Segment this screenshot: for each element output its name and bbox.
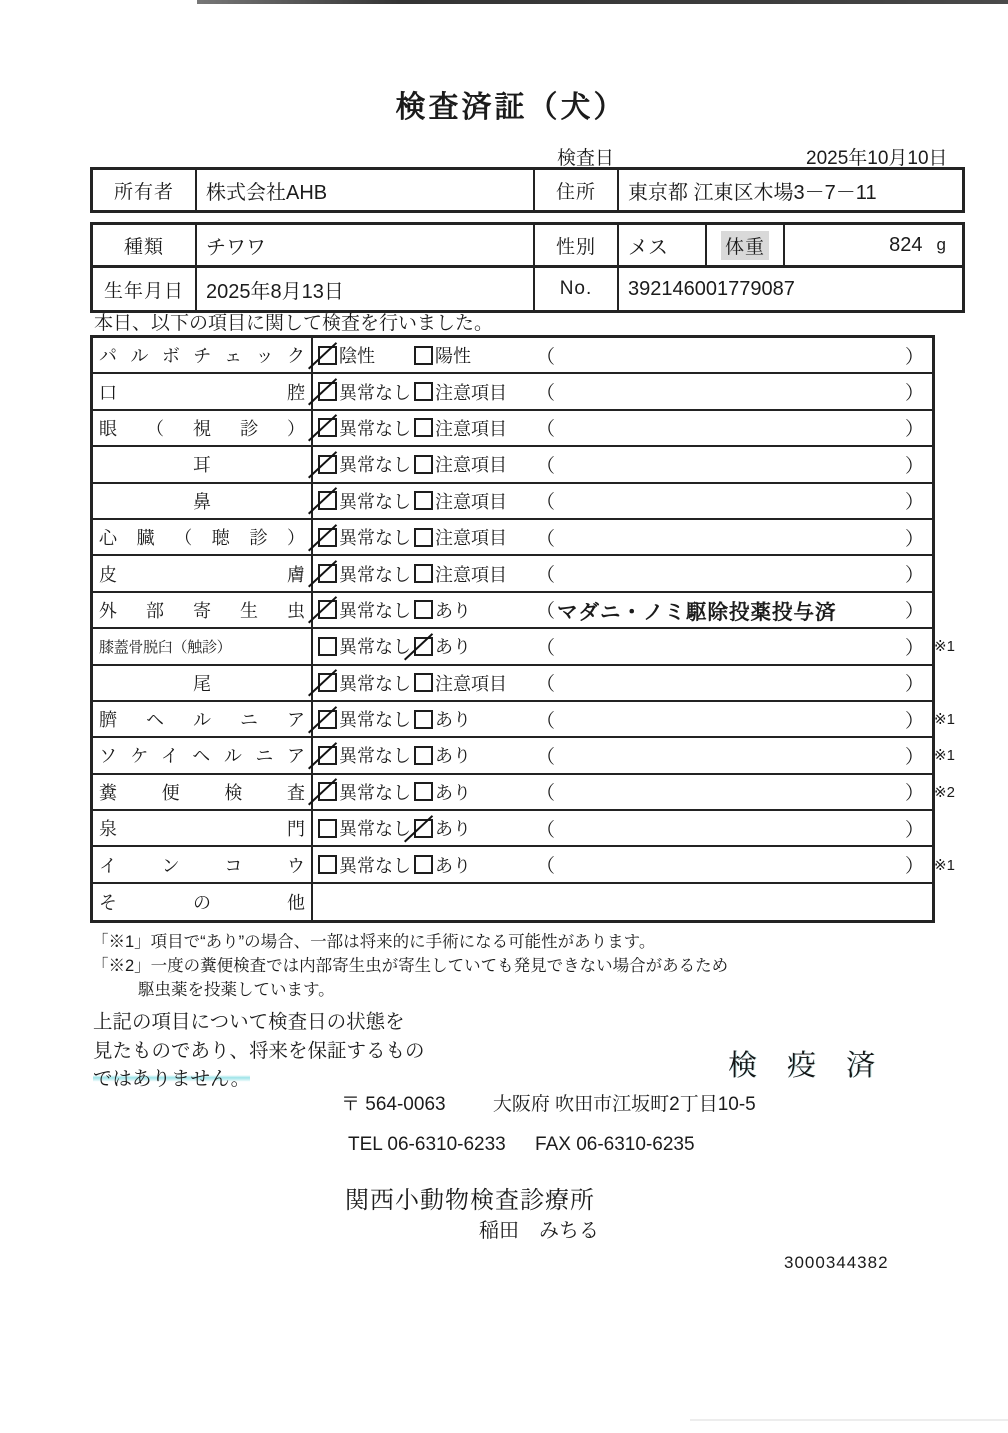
checklist-row: [93, 411, 932, 447]
paren-open: （: [536, 346, 556, 368]
checklist-row: [93, 447, 932, 483]
paren-open: （: [536, 492, 556, 514]
footnotes: [92, 930, 728, 1002]
item-name-cell: [93, 374, 313, 408]
option-1-label: 異常なし: [339, 528, 411, 549]
paren-close: ）: [904, 528, 924, 550]
option-2-label: 注意項目: [435, 418, 507, 439]
item-name-cell: [93, 520, 313, 554]
item-name: 泉門: [99, 819, 305, 840]
option-1-checkbox: [318, 746, 337, 765]
item-name: 臍ヘルニア: [99, 710, 305, 731]
footnote-ref: ※1: [934, 856, 955, 874]
item-name-cell: [93, 593, 313, 627]
sex-value: メス: [619, 225, 707, 265]
paren-close: ）: [904, 710, 924, 732]
paren-open: （: [536, 856, 556, 878]
disclaimer-paragraph: [93, 1008, 425, 1094]
paren-close: ）: [904, 565, 924, 587]
option-1-label: 異常なし: [339, 746, 411, 767]
paren-close: ）: [904, 346, 924, 368]
pet-table: [90, 222, 965, 313]
item-name: 眼（視診）: [99, 418, 305, 439]
option-2-label: 注意項目: [435, 673, 507, 694]
option-1-label: 異常なし: [339, 710, 411, 731]
checklist-row: [93, 484, 932, 520]
checklist-row: [93, 629, 955, 665]
option-1-label: 異常なし: [339, 491, 411, 512]
clinic-address: 大阪府 吹田市江坂町2丁目10-5: [492, 1094, 756, 1115]
option-1-checkbox: [318, 346, 337, 365]
option-1-checkbox: [318, 382, 337, 401]
option-2-checkbox: [414, 491, 433, 510]
clinic-name: 関西小動物検査診療所: [345, 1187, 595, 1214]
owner-label: 所有者: [93, 170, 197, 210]
option-1-checkbox: [318, 855, 337, 874]
footnote-ref: ※1: [934, 711, 955, 729]
item-name-cell: [93, 629, 313, 663]
option-1-checkbox: [318, 418, 337, 437]
option-2-label: あり: [435, 710, 471, 731]
paren-open: （: [536, 674, 556, 696]
option-1-checkbox: [318, 600, 337, 619]
option-2-checkbox: [414, 782, 433, 801]
item-remark: マダニ・ノミ駆除投薬投与済: [557, 600, 837, 624]
footnote-ref: ※1: [934, 638, 955, 656]
paren-open: （: [536, 601, 556, 623]
paren-open: （: [536, 637, 556, 659]
serial-number: 3000344382: [784, 1253, 889, 1272]
option-2-label: 注意項目: [435, 528, 507, 549]
clinic-fax: FAX 06-6310-6235: [535, 1134, 695, 1155]
birthdate-label: 生年月日: [93, 268, 197, 310]
item-name-cell: [93, 847, 313, 881]
weight-value: 824 g: [889, 233, 946, 256]
option-2-label: 注意項目: [435, 455, 507, 476]
item-name: パルボチェック: [99, 346, 305, 367]
checklist-row: [93, 702, 955, 738]
item-name: 外部寄生虫: [99, 600, 305, 621]
option-2-checkbox: [414, 346, 433, 365]
inspection-checklist: [90, 335, 955, 923]
option-2-checkbox: [414, 382, 433, 401]
option-2-label: あり: [435, 855, 471, 876]
option-1-label: 異常なし: [339, 455, 411, 476]
item-name-cell: [93, 811, 313, 845]
disclaimer-line-3: ではありません。: [93, 1068, 251, 1090]
option-2-checkbox: [414, 746, 433, 765]
weight-unit: g: [936, 235, 946, 254]
option-2-label: あり: [435, 746, 471, 767]
inspection-date-label: 検査日: [557, 148, 615, 169]
footnote: 「※2」一度の糞便検査では内部寄生虫が寄生していても発見できない場合があるため 駆虫薬を投薬しています。: [92, 957, 729, 999]
breed-label: 種類: [93, 225, 197, 265]
option-2-label: 注意項目: [435, 491, 507, 512]
option-2-label: あり: [435, 782, 471, 803]
clinic-phone-line: [348, 1134, 695, 1156]
clinic-tel: TEL 06-6310-6233: [348, 1134, 506, 1155]
quarantine-stamp: 検 疫 済: [728, 1050, 887, 1082]
option-1-checkbox: [318, 528, 337, 547]
item-name: 鼻: [193, 491, 211, 512]
paren-close: ）: [904, 637, 924, 659]
paren-open: （: [536, 383, 556, 405]
paren-open: （: [536, 710, 556, 732]
item-name-cell: [93, 556, 313, 590]
paren-open: （: [536, 783, 556, 805]
owner-address: 東京都 江東区木場3－7－11: [628, 181, 877, 204]
paren-open: （: [536, 819, 556, 841]
option-2-label: あり: [435, 819, 471, 840]
owner-table: [90, 167, 965, 213]
option-2-checkbox: [414, 855, 433, 874]
paren-close: ）: [904, 746, 924, 768]
owner-name: 株式会社AHB: [197, 170, 535, 210]
paren-open: （: [536, 528, 556, 550]
item-name: その他: [99, 893, 305, 914]
disclaimer-line-1: 上記の項目について検査日の状態を: [93, 1011, 405, 1033]
item-name-cell: [93, 484, 313, 518]
footnote: 「※1」項目で“あり”の場合、一部は将来的に手術になる可能性があります。: [92, 933, 656, 951]
clinic-address-line: [341, 1089, 756, 1116]
sex-label: 性別: [535, 225, 619, 265]
item-name: 耳: [193, 455, 211, 476]
option-1-checkbox: [318, 491, 337, 510]
option-2-checkbox: [414, 819, 433, 838]
item-name: 糞便検査: [99, 782, 305, 803]
option-2-label: 陽性: [435, 346, 471, 367]
checklist-row: [93, 556, 932, 592]
item-name-cell: [93, 411, 313, 445]
option-1-label: 異常なし: [339, 855, 411, 876]
item-name: 皮膚: [99, 564, 305, 585]
address-label: 住所: [535, 170, 619, 210]
id-number-value: 392146001779087: [628, 277, 795, 300]
option-1-label: 異常なし: [339, 382, 411, 403]
option-1-checkbox: [318, 819, 337, 838]
option-1-label: 異常なし: [339, 600, 411, 621]
checklist-row: [93, 593, 932, 629]
paren-open: （: [536, 565, 556, 587]
option-1-label: 異常なし: [339, 673, 411, 694]
paren-open: （: [536, 419, 556, 441]
option-2-checkbox: [414, 710, 433, 729]
option-1-checkbox: [318, 673, 337, 692]
footnote-ref: ※2: [934, 783, 955, 801]
item-name: 膝蓋骨脱臼（触診）: [99, 638, 232, 656]
option-1-checkbox: [318, 637, 337, 656]
option-1-label: 異常なし: [339, 819, 411, 840]
scan-artifact-bottom: [690, 1419, 1008, 1421]
paren-close: ）: [904, 492, 924, 514]
item-name: 尾: [193, 673, 211, 694]
option-1-label: 異常なし: [339, 782, 411, 803]
paren-open: （: [536, 746, 556, 768]
option-2-label: あり: [435, 637, 471, 658]
paren-close: ）: [904, 455, 924, 477]
footnote-ref: ※1: [934, 747, 955, 765]
item-name-cell: [93, 666, 313, 700]
option-2-checkbox: [414, 564, 433, 583]
option-1-label: 異常なし: [339, 637, 411, 658]
option-1-checkbox: [318, 455, 337, 474]
option-2-checkbox: [414, 600, 433, 619]
item-name-cell: [93, 447, 313, 481]
birthdate-value: 2025年8月13日: [197, 268, 535, 310]
checklist-row: [93, 666, 932, 702]
option-1-checkbox: [318, 564, 337, 583]
scan-artifact-top: [197, 0, 1008, 4]
option-2-label: あり: [435, 600, 471, 621]
item-name-cell: [93, 775, 313, 809]
page-title: 検査済証（犬）: [395, 91, 627, 124]
item-name-cell: [93, 338, 313, 372]
paren-close: ）: [904, 856, 924, 878]
paren-open: （: [536, 455, 556, 477]
checklist-row: [93, 847, 955, 883]
clinic-postal-code: 〒 564-0063: [341, 1094, 446, 1115]
veterinarian-name: 稲田 みちる: [479, 1220, 599, 1242]
item-name-cell: [93, 884, 313, 920]
option-1-label: 異常なし: [339, 564, 411, 585]
disclaimer-line-2: 見たものであり、将来を保証するもの: [93, 1039, 425, 1062]
option-2-checkbox: [414, 673, 433, 692]
item-name: インコウ: [99, 855, 305, 876]
option-2-checkbox: [414, 528, 433, 547]
breed-value: チワワ: [197, 225, 535, 265]
item-name: ソケイヘルニア: [99, 746, 305, 767]
item-name: 口腔: [99, 382, 305, 403]
checklist-row: [93, 520, 932, 556]
option-2-checkbox: [414, 418, 433, 437]
checklist-row: [93, 338, 932, 374]
inspection-date-value: 2025年10月10日: [806, 148, 948, 169]
paren-close: ）: [904, 783, 924, 805]
option-2-label: 注意項目: [435, 382, 507, 403]
item-name-cell: [93, 702, 313, 736]
id-number-label: No.: [535, 268, 619, 310]
checklist-row: [93, 884, 932, 920]
paren-close: ）: [904, 383, 924, 405]
item-name-cell: [93, 738, 313, 772]
checklist-row: [93, 811, 932, 847]
option-1-checkbox: [318, 782, 337, 801]
checklist-row: [93, 738, 955, 774]
option-1-checkbox: [318, 710, 337, 729]
option-1-label: 異常なし: [339, 418, 411, 439]
paren-close: ）: [904, 601, 924, 623]
option-2-checkbox: [414, 455, 433, 474]
item-name: 心臓（聴診）: [99, 528, 305, 549]
weight-label: 体重: [707, 225, 785, 265]
option-2-label: 注意項目: [435, 564, 507, 585]
paren-close: ）: [904, 674, 924, 696]
option-2-checkbox: [414, 637, 433, 656]
intro-sentence: 本日、以下の項目に関して検査を行いました。: [94, 313, 494, 334]
checklist-row: [93, 775, 955, 811]
checklist-row: [93, 374, 932, 410]
paren-close: ）: [904, 419, 924, 441]
paren-close: ）: [904, 819, 924, 841]
option-1-label: 陰性: [339, 346, 375, 367]
